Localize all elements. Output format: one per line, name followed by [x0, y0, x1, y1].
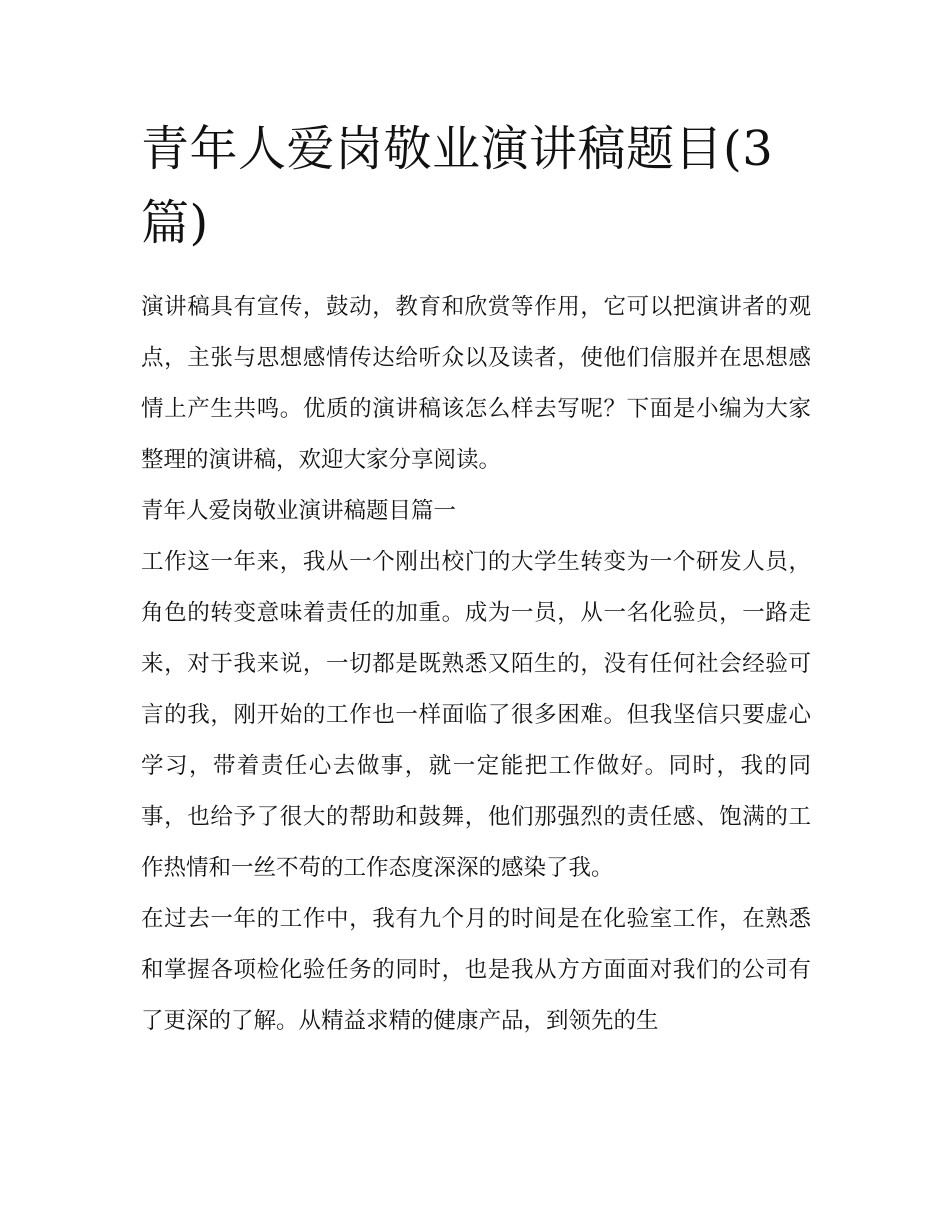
section-heading: 青年人爱岗敬业演讲稿题目篇一 — [141, 498, 457, 524]
document-title: 青年人爱岗敬业演讲稿题目(3篇) — [141, 121, 774, 251]
body-paragraph-1: 工作这一年来，我从一个刚出校门的大学生转变为一个研发人员，角色的转变意味着责任的加重。成为一员，从一名化验员，一路走来，对于我来说，一切都是既熟悉又陌生的，没有任何社会经验可言的我，刚开始的工作也一样面临了很多困难。但我坚信只要虚心学习，带着责任心去做事，就一定能把工作做好。同时，我的同事，也给予了很大的帮助和鼓舞，他们那强烈的责任感、饱满的工作热情和一丝不苟的工作态度深深的感染了我。 — [141, 549, 811, 881]
intro-paragraph: 演讲稿具有宣传，鼓动，教育和欣赏等作用，它可以把演讲者的观点，主张与思想感情传达给听众以及读者，使他们信服并在思想感情上产生共鸣。优质的演讲稿该怎么样去写呢？下面是小编为大家整理的演讲稿，欢迎大家分享阅读。 — [141, 294, 811, 473]
document-body — [141, 112, 811, 1047]
body-paragraph-2: 在过去一年的工作中，我有九个月的时间是在化验室工作，在熟悉和掌握各项检化验任务的同时，也是我从方方面面对我们的公司有了更深的了解。从精益求精的健康产品，到领先的生 — [141, 906, 811, 1034]
